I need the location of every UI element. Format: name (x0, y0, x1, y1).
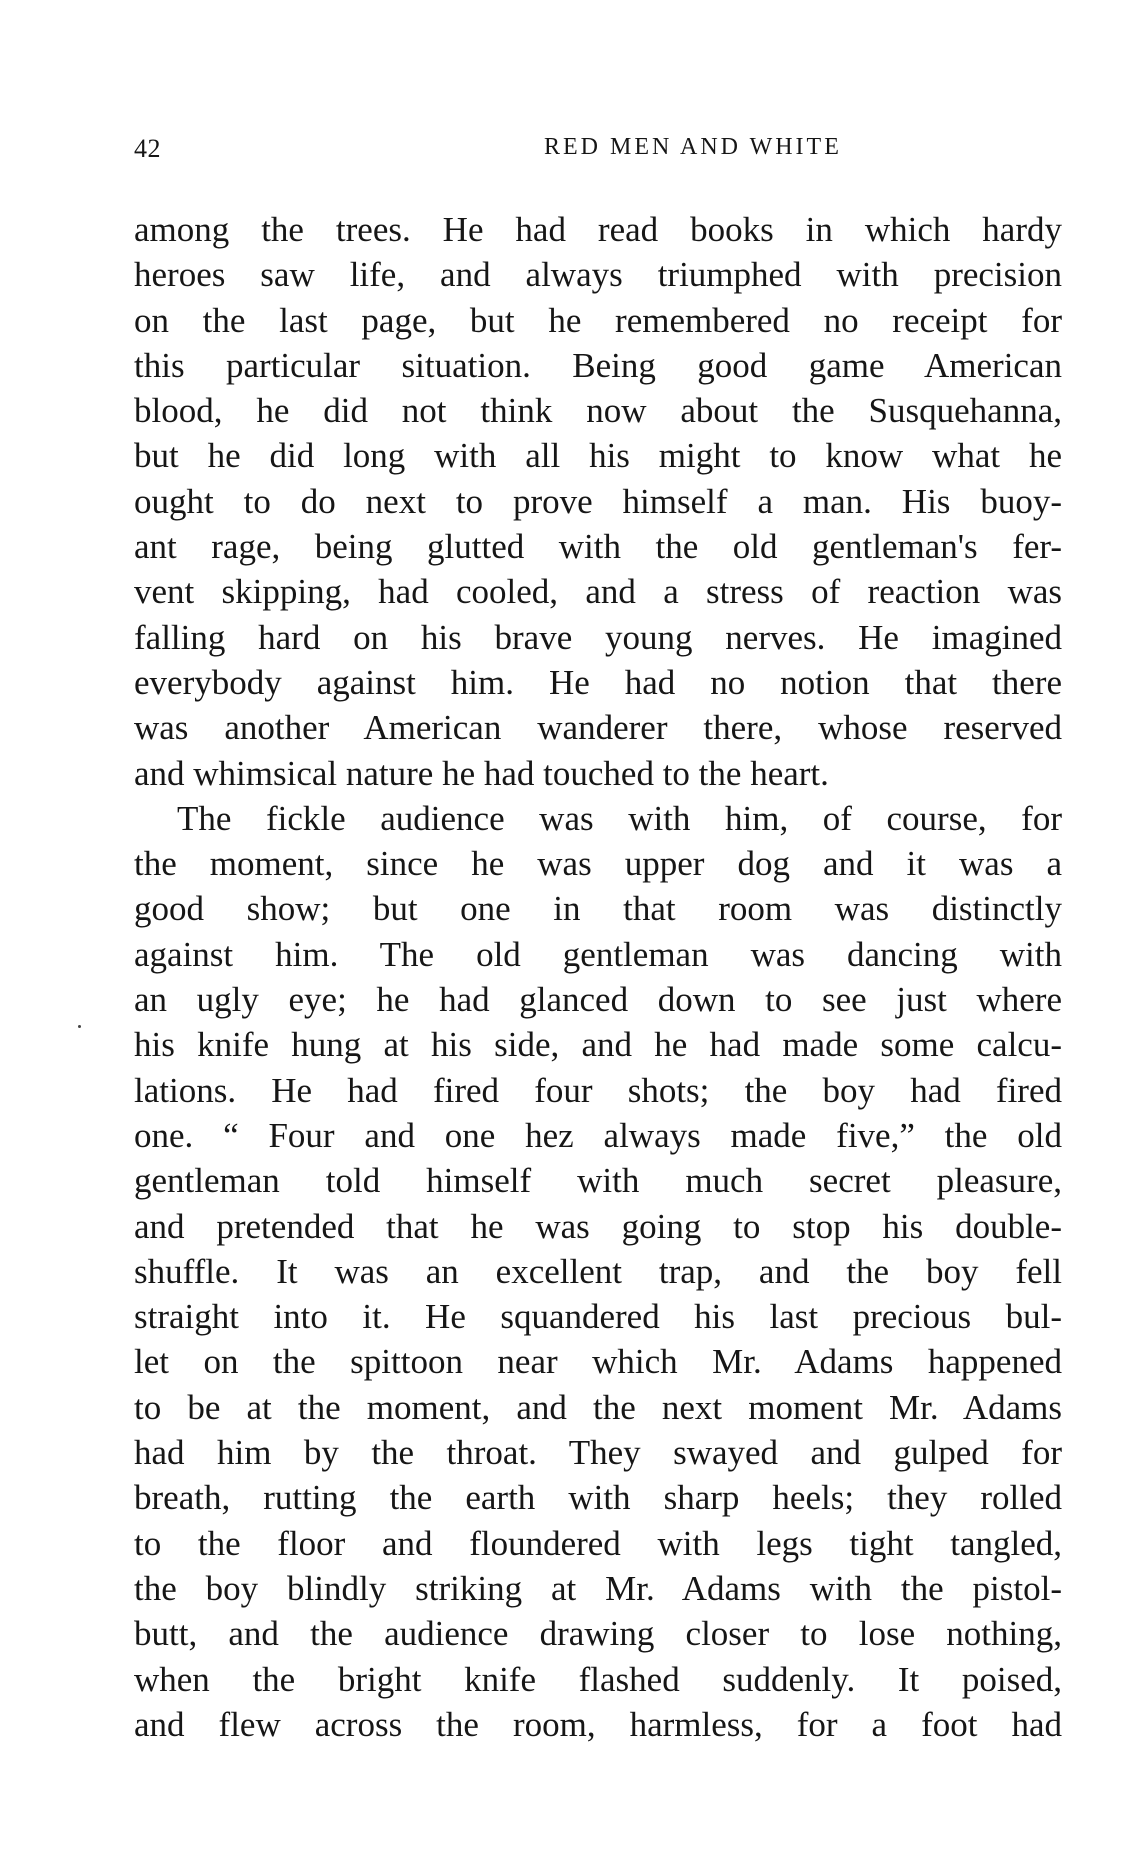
text-line: straight into it. He squandered his last precious bul- (134, 1297, 1062, 1337)
text-line: good show; but one in that room was distinctly (134, 889, 1062, 929)
paragraph-2 (134, 796, 1062, 1747)
text-line: his knife hung at his side, and he had made some calcu- (134, 1025, 1062, 1065)
text-line: vent skipping, had cooled, and a stress of reaction was (134, 572, 1062, 612)
text-line: ant rage, being glutted with the old gentleman's fer- (134, 527, 1062, 567)
print-speck (78, 1025, 81, 1028)
text-line: an ugly eye; he had glanced down to see just where (134, 980, 1062, 1020)
text-line: and flew across the room, harmless, for a foot had (134, 1704, 1062, 1744)
text-line: ought to do next to prove himself a man. His buoy- (134, 481, 1062, 521)
text-line: but he did long with all his might to know what he (134, 436, 1062, 476)
text-line: was another American wanderer there, whose reserved (134, 708, 1062, 748)
text-line: gentleman told himself with much secret pleasure, (134, 1161, 1062, 1201)
text-line: lations. He had fired four shots; the boy had fired (134, 1070, 1062, 1110)
text-line: one. “ Four and one hez always made five,” the old (134, 1115, 1062, 1155)
body-text (134, 207, 1062, 1747)
text-line: when the bright knife flashed suddenly. It poised, (134, 1659, 1062, 1699)
text-line: heroes saw life, and always triumphed with precision (134, 255, 1062, 295)
text-line: breath, rutting the earth with sharp heels; they rolled (134, 1478, 1062, 1518)
text-line: had him by the throat. They swayed and gulped for (134, 1433, 1062, 1473)
text-line: and whimsical nature he had touched to the heart. (134, 753, 829, 793)
text-line: let on the spittoon near which Mr. Adams happened (134, 1342, 1062, 1382)
text-line: among the trees. He had read books in which hardy (134, 210, 1062, 249)
text-line: and pretended that he was going to stop his double- (134, 1206, 1062, 1246)
text-line: against him. The old gentleman was dancing with (134, 934, 1062, 974)
text-line: falling hard on his brave young nerves. He imagined (134, 617, 1062, 657)
text-line: to the floor and floundered with legs tight tangled, (134, 1523, 1062, 1563)
text-line: shuffle. It was an excellent trap, and the boy fell (134, 1251, 1062, 1291)
paragraph-1 (134, 207, 1062, 796)
text-line: the moment, since he was upper dog and it was a (134, 844, 1062, 884)
text-line: everybody against him. He had no notion that there (134, 662, 1062, 702)
text-line: the boy blindly striking at Mr. Adams with the pistol- (134, 1568, 1062, 1608)
running-title: RED MEN AND WHITE (544, 134, 842, 160)
text-line: blood, he did not think now about the Susquehanna, (134, 391, 1062, 431)
text-line: to be at the moment, and the next moment Mr. Adams (134, 1387, 1062, 1427)
running-header (134, 134, 1062, 168)
text-line: butt, and the audience drawing closer to lose nothing, (134, 1614, 1062, 1654)
text-line: this particular situation. Being good game American (134, 345, 1062, 385)
text-line: The fickle audience was with him, of course, for (177, 798, 1062, 838)
page-number: 42 (134, 134, 161, 163)
text-line: on the last page, but he remembered no receipt for (134, 300, 1062, 340)
